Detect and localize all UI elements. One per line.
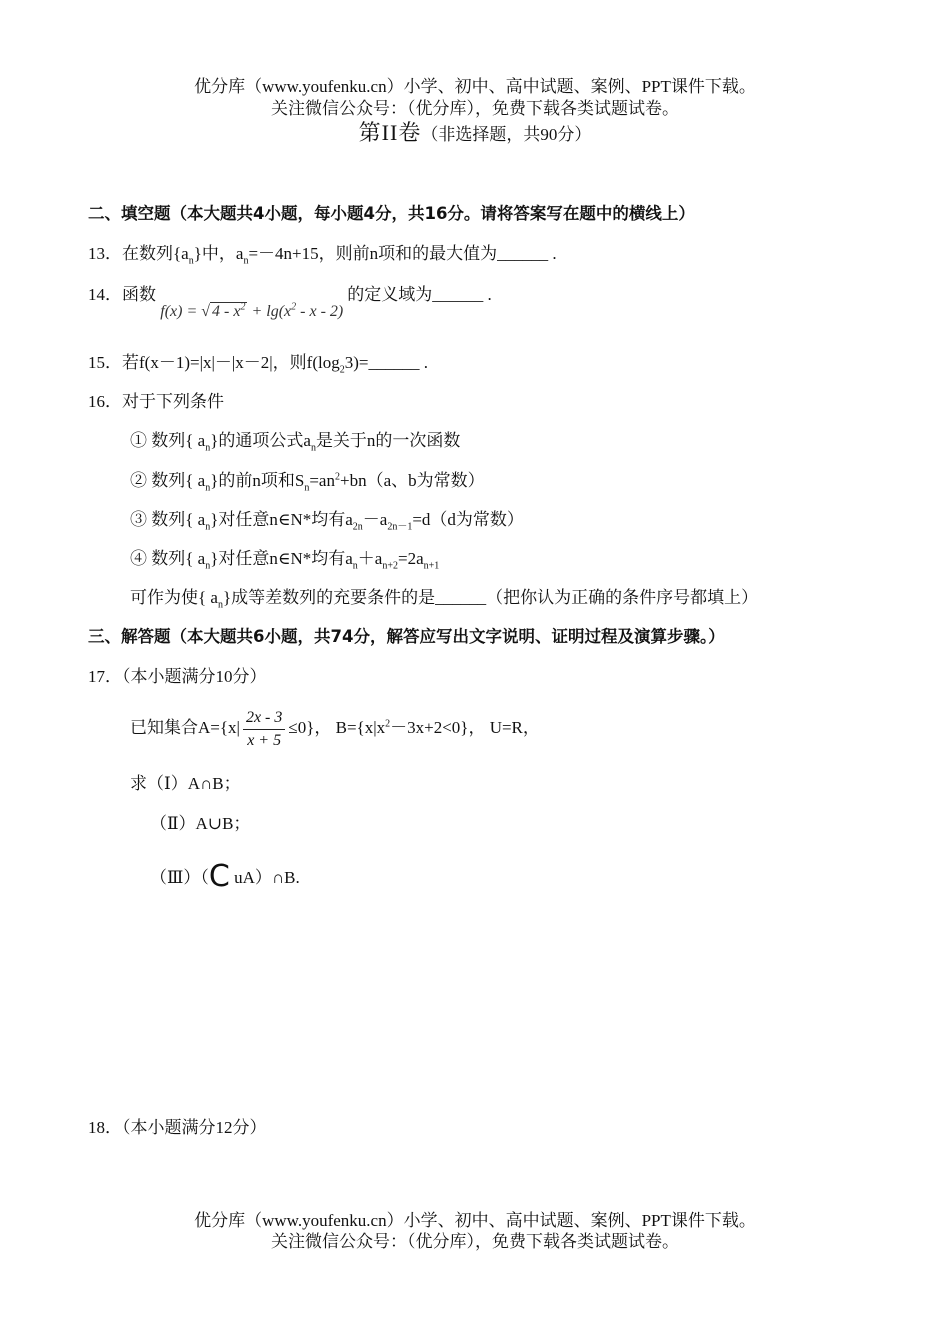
q16-c4-b: }对任意n∈N*均有a [210, 549, 353, 568]
q18-number: 18． [88, 1118, 122, 1137]
q16-c1-s1: n [205, 442, 211, 454]
q14-formula [160, 303, 347, 320]
q16-c2-s1: n [205, 482, 211, 494]
q17-text-c: －3x+2<0}， U=R， [390, 718, 540, 737]
q16-tail [130, 587, 758, 609]
question-13 [88, 243, 557, 265]
q16-condition-1 [130, 430, 460, 452]
q13-text-c: =－4n+15，则前n项和的最大值为______ . [248, 244, 557, 263]
q17-fraction-numerator: 2x - 3 [243, 707, 285, 730]
q13-sub-2: n [243, 255, 249, 267]
q16-c2-b: }的前n项和S [210, 471, 305, 490]
q16-c2-sup: 2 [334, 471, 340, 483]
q17-p3-a: （Ⅲ）（ [150, 868, 209, 887]
volume-title-text: 第II卷 [358, 120, 422, 145]
q17-statement [130, 706, 540, 752]
q16-c3-s1: n [205, 521, 211, 533]
q16-c1-a: ① 数列{ a [130, 431, 206, 450]
q14-radicand: 4 - x [212, 303, 241, 320]
footer-line-1: 优分库（www.youfenku.cn）小学、初中、高中试题、案例、PPT课件下载。 [194, 1211, 756, 1230]
q16-number: 16． [88, 392, 122, 411]
q17-part-2: （Ⅱ）A∪B； [150, 814, 251, 833]
q16-tail-s1: n [217, 599, 223, 611]
q17-sup: 2 [385, 718, 391, 730]
q16-stem: 对于下列条件 [122, 392, 224, 411]
q16-c3-c: －a [362, 510, 388, 529]
q14-number: 14． [88, 285, 122, 304]
q16-c1-b: }的通项公式a [210, 431, 311, 450]
q17-number: 17． [88, 667, 122, 686]
header-line-1: 优分库（www.youfenku.cn）小学、初中、高中试题、案例、PPT课件下载。 [194, 77, 756, 96]
q16-c3-b: }对任意n∈N*均有a [210, 510, 353, 529]
q17-score: （本小题满分10分） [122, 667, 267, 686]
q16-condition-4 [130, 548, 439, 570]
q14-text-b: 的定义域为______ . [347, 285, 492, 304]
sqrt-icon: √ [201, 303, 211, 320]
q16-c4-a: ④ 数列{ a [130, 549, 206, 568]
q15-sub: 2 [339, 364, 345, 376]
q16-c3-a: ③ 数列{ a [130, 510, 206, 529]
q16-c3-s3: 2n－1 [387, 521, 413, 533]
q18-score: （本小题满分12分） [122, 1118, 267, 1137]
q17-fraction-denominator: x + 5 [247, 731, 282, 749]
question-14 [88, 284, 492, 320]
q16-c1-s2: n [310, 442, 316, 454]
q17-text-a: 已知集合A={x| [130, 718, 240, 737]
q15-number: 15． [88, 353, 122, 372]
q16-c4-s2: n [352, 560, 358, 572]
q16-condition-3 [130, 509, 524, 531]
q15-text-a: 若f(x－1)=|x|－|x－2|，则f(log [122, 353, 340, 372]
q16-condition-2 [130, 470, 485, 492]
q17-part-1: 求（Ⅰ）A∩B； [130, 774, 241, 793]
volume-note: （非选择题，共90分） [421, 125, 592, 144]
header-line-2: 关注微信公众号：（优分库），免费下载各类试题试卷。 [271, 99, 679, 118]
q17-fraction [243, 707, 285, 752]
complement-icon: C [208, 859, 230, 894]
q16-c4-d: =2a [397, 549, 424, 568]
q16-c2-a: ② 数列{ a [130, 471, 206, 490]
q14-lg-exp: 2 [291, 301, 297, 313]
q16-tail-a: 可作为使{ a [130, 588, 218, 607]
q14-sqrt [210, 302, 247, 320]
footer-line-2: 关注微信公众号：（优分库），免费下载各类试题试卷。 [271, 1232, 679, 1251]
q14-lg-b: - x - 2) [296, 303, 344, 320]
q16-c2-d: +bn（a、b为常数） [339, 471, 485, 490]
question-16 [88, 391, 224, 413]
question-17-header [88, 666, 267, 688]
q16-c2-c: =an [309, 471, 335, 490]
section-2-title: 二、填空题（本大题共4小题，每小题4分，共16分。请将答案写在题中的横线上） [88, 204, 695, 223]
q14-text-a: 函数 [122, 285, 156, 304]
q14-lg-a: + lg(x [251, 303, 292, 320]
q16-c1-c: 是关于n的一次函数 [315, 431, 461, 450]
q16-c2-s2: n [304, 482, 310, 494]
section-3-title: 三、解答题（本大题共6小题，共74分，解答应写出文字说明、证明过程及演算步骤。） [88, 627, 725, 646]
q16-c4-s1: n [205, 560, 211, 572]
q17-text-b: ≤0}， B={x|x [288, 718, 386, 737]
question-15 [88, 352, 428, 374]
q13-number: 13． [88, 244, 122, 263]
question-18-header [88, 1117, 267, 1139]
q16-c4-c: ＋a [357, 549, 383, 568]
q16-c3-d: =d（d为常数） [412, 510, 524, 529]
q16-tail-b: }成等差数列的充要条件的是______（把你认为正确的条件序号都填上） [222, 588, 759, 607]
q16-c3-s2: 2n [352, 521, 363, 533]
q16-c4-s4: n+1 [423, 560, 440, 572]
q15-text-b: 3)=______ . [344, 353, 428, 372]
q14-radicand-exp: 2 [240, 301, 246, 313]
volume-title [0, 122, 950, 146]
q17-p3-b: uA）∩B. [229, 868, 300, 887]
q16-c4-s3: n+2 [382, 560, 398, 572]
q17-part-3 [150, 859, 300, 894]
q13-text-a: 在数列{a [122, 244, 189, 263]
q13-text-b: }中，a [193, 244, 244, 263]
q14-f: f(x) = [160, 303, 198, 320]
q13-sub-1: n [188, 255, 194, 267]
